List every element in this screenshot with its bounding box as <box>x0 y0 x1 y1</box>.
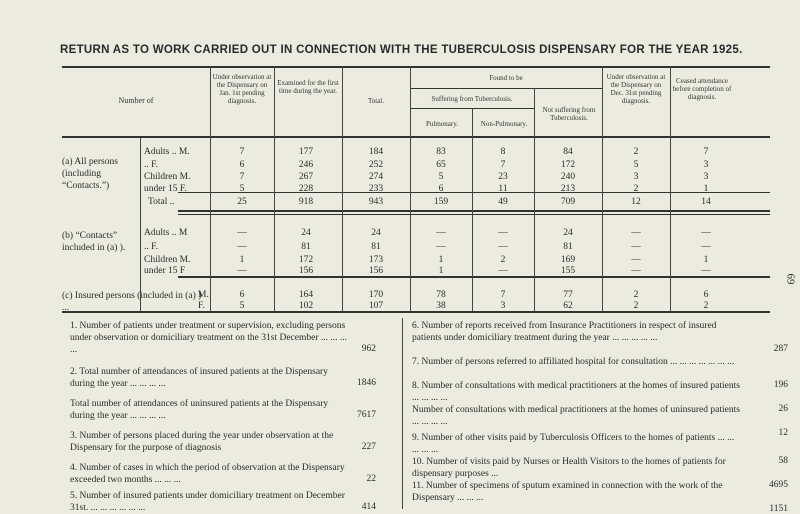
table-cell: 2 <box>633 290 639 300</box>
table-cell: — <box>701 228 711 238</box>
table-cell: 84 <box>563 147 573 157</box>
header-under-obs-dec: Under observation at the Dispensary on Dec. 31st pending diagnosis. <box>606 73 666 105</box>
note-item: 10. Number of visits paid by Nurses or Health Visitors to the homes of patients for dispensary purposes ... <box>412 457 726 479</box>
header-ceased: Ceased attendance before completion of diagnosis. <box>672 77 732 101</box>
table-cell: 7 <box>239 172 245 182</box>
page-number: 69 <box>784 273 797 285</box>
row-label: Total .. <box>148 197 175 207</box>
table-cell: 24 <box>301 228 311 238</box>
table-cell: 24 <box>563 228 573 238</box>
table-cell: 252 <box>368 160 384 170</box>
row-label: .. F. <box>144 160 159 170</box>
table-cell: 155 <box>560 266 576 276</box>
table-cell: 5 <box>633 160 639 170</box>
group-c-label: (c) Insured persons (included in (a) ) ... <box>62 291 202 313</box>
note-item: 3. Number of persons placed during the year under observation at the Dispensary for the purpose of diagnosis <box>70 431 334 453</box>
note-item: Number of consultations with medical practitioners at the homes of uninsured patients ... ... ... ... <box>412 405 740 427</box>
note-value: 414 <box>361 502 376 512</box>
table-cell: 5 <box>239 301 245 311</box>
col-divider-1 <box>210 66 211 311</box>
table-cell: 62 <box>563 301 573 311</box>
table-cell: 23 <box>498 172 508 182</box>
note-value: 196 <box>773 380 788 390</box>
note-value: 12 <box>778 428 788 438</box>
table-cell: 943 <box>368 197 384 207</box>
table-cell: 6 <box>239 290 245 300</box>
table-cell: — <box>436 228 446 238</box>
table-cell: 156 <box>298 266 314 276</box>
col-divider-8 <box>670 66 671 311</box>
col-divider-4 <box>410 66 411 311</box>
note-value: 227 <box>361 442 376 452</box>
note-item: 5. Number of insured patients under domiciliary treatment on December 31st. ... ... ... ... ... ... <box>70 491 345 513</box>
header-bottom-rule <box>62 136 770 138</box>
row-label: M. <box>198 290 209 300</box>
table-cell: — <box>498 228 508 238</box>
table-cell: 170 <box>368 290 384 300</box>
note-value: 4695 <box>769 480 788 490</box>
table-cell: 164 <box>298 290 314 300</box>
table-cell: 81 <box>301 242 311 252</box>
header-found: Found to be <box>489 74 523 82</box>
row-label: under 15 F <box>144 266 186 276</box>
table-cell: 156 <box>368 266 384 276</box>
table-cell: 38 <box>436 301 446 311</box>
note-value: 1151 <box>769 504 788 514</box>
total-bottom-rule-2 <box>178 214 770 215</box>
col-divider-2 <box>274 66 275 311</box>
note-item: 9. Number of other visits paid by Tuberculosis Officers to the homes of patients ... ... ... ... ... <box>412 433 735 455</box>
table-cell: 1 <box>239 255 245 265</box>
col-divider-6 <box>534 88 535 311</box>
table-cell: 172 <box>298 255 314 265</box>
note-value: 58 <box>778 456 788 466</box>
table-cell: 233 <box>368 184 384 194</box>
table-cell: 6 <box>703 290 709 300</box>
notes-divider <box>402 318 403 509</box>
table-cell: 7 <box>703 147 709 157</box>
page-title: RETURN AS TO WORK CARRIED OUT IN CONNECTION WITH THE TUBERCULOSIS DISPENSARY FOR THE YEAR 1925. <box>60 44 743 56</box>
note-item: 2. Total number of attendances of insured patients at the Dispensary during the year ... ... ... ... <box>70 367 328 389</box>
row-label: Children M. <box>144 255 191 265</box>
row-label: Children M. <box>144 172 191 182</box>
table-cell: — <box>237 228 247 238</box>
table-cell: — <box>237 242 247 252</box>
table-cell: — <box>631 266 641 276</box>
table-cell: 3 <box>633 172 639 182</box>
table-cell: — <box>701 242 711 252</box>
note-item: 1. Number of patients under treatment or supervision, excluding persons under observation or domiciliary treatment on the 31st December ... ... ... ... <box>70 321 348 355</box>
table-cell: 24 <box>371 228 381 238</box>
table-cell: 1 <box>703 184 709 194</box>
group-b-label: (b) “Contacts” included in (a) ). <box>62 231 126 253</box>
table-cell: — <box>498 266 508 276</box>
table-cell: 6 <box>239 160 245 170</box>
note-item: 11. Number of specimens of sputum examined in connection with the work of the Dispensary ... ... ... <box>412 481 723 503</box>
table-cell: — <box>631 242 641 252</box>
table-cell: 2 <box>633 147 639 157</box>
table-cell: 173 <box>368 255 384 265</box>
table-cell: 172 <box>560 160 576 170</box>
table-cell: 8 <box>500 147 506 157</box>
header-suffering: Suffering from Tuberculosis. <box>431 95 513 103</box>
table-cell: 81 <box>563 242 573 252</box>
row-label: Adults .. M. <box>144 147 190 157</box>
table-cell: 177 <box>298 147 314 157</box>
table-cell: — <box>631 255 641 265</box>
table-cell: 7 <box>500 290 506 300</box>
header-examined: Examined for the first time during the year. <box>277 79 339 95</box>
table-cell: 246 <box>298 160 314 170</box>
table-cell: 49 <box>498 197 508 207</box>
table-cell: 274 <box>368 172 384 182</box>
table-cell: 184 <box>368 147 384 157</box>
table-cell: 5 <box>438 172 444 182</box>
table-cell: 3 <box>703 172 709 182</box>
note-value: 22 <box>366 474 376 484</box>
row-label: under 15 F. <box>144 184 187 194</box>
note-value: 287 <box>773 344 788 354</box>
table-cell: — <box>631 228 641 238</box>
table-cell: 12 <box>631 197 641 207</box>
table-cell: 7 <box>500 160 506 170</box>
label-divider <box>140 138 141 311</box>
table-cell: — <box>498 242 508 252</box>
col-divider-7 <box>602 66 603 311</box>
table-cell: 1 <box>438 266 444 276</box>
table-cell: 2 <box>500 255 506 265</box>
group-a-label: (a) All persons (including “Contacts.”) <box>62 157 118 191</box>
table-cell: 169 <box>560 255 576 265</box>
table-cell: 1 <box>438 255 444 265</box>
table-cell: 11 <box>498 184 508 194</box>
table-cell: — <box>701 266 711 276</box>
table-cell: 77 <box>563 290 573 300</box>
table-cell: 1 <box>703 255 709 265</box>
table-cell: 240 <box>560 172 576 182</box>
note-item: 7. Number of persons referred to affiliated hospital for consultation ... ... ... ... ... ... ... <box>412 357 735 367</box>
col-divider-3 <box>342 66 343 311</box>
table-cell: 3 <box>500 301 506 311</box>
header-non-pulmonary: Non-Pulmonary. <box>480 120 528 128</box>
table-cell: 83 <box>436 147 446 157</box>
found-rule <box>410 88 602 89</box>
table-cell: 5 <box>239 184 245 194</box>
header-number-of: Number of <box>118 96 154 105</box>
table-cell: 102 <box>298 301 314 311</box>
note-value: 7617 <box>357 410 376 420</box>
total-bottom-rule <box>178 210 770 212</box>
header-under-obs: Under observation at the Dispensary on Jan. 1st pending diagnosis. <box>212 73 272 105</box>
note-value: 1846 <box>357 378 376 388</box>
row-label: .. F. <box>144 242 159 252</box>
table-cell: 7 <box>239 147 245 157</box>
group-b-bottom-rule <box>178 276 770 278</box>
note-value: 26 <box>778 404 788 414</box>
table-cell: 2 <box>703 301 709 311</box>
table-cell: 3 <box>703 160 709 170</box>
table-cell: 2 <box>633 301 639 311</box>
table-cell: 159 <box>433 197 449 207</box>
table-cell: 709 <box>560 197 576 207</box>
table-top-rule <box>62 66 770 68</box>
table-cell: 2 <box>633 184 639 194</box>
row-label: F. <box>198 301 205 311</box>
table-cell: 25 <box>237 197 247 207</box>
table-cell: 65 <box>436 160 446 170</box>
note-value: 962 <box>361 344 376 354</box>
header-pulmonary: Pulmonary. <box>425 120 459 128</box>
table-cell: 6 <box>438 184 444 194</box>
table-cell: 14 <box>701 197 711 207</box>
note-item: Total number of attendances of uninsured patients at the Dispensary during the year ... ... ... ... <box>70 399 329 421</box>
row-label: Adults .. M <box>144 228 188 238</box>
note-item: 6. Number of reports received from Insurance Practitioners in respect of insured patients under domiciliary treatment during the year ... ... ... ... ... <box>412 321 717 343</box>
table-cell: 267 <box>298 172 314 182</box>
table-cell: — <box>237 266 247 276</box>
table-cell: 918 <box>298 197 314 207</box>
table-cell: 81 <box>371 242 381 252</box>
note-item: 4. Number of cases in which the period of observation at the Dispensary exceeded two months ... ... ... <box>70 463 345 485</box>
table-cell: 78 <box>436 290 446 300</box>
table-cell: 107 <box>368 301 384 311</box>
header-not-suffering: Not suffering from Tuberculosis. <box>542 106 596 122</box>
col-divider-5 <box>472 108 473 311</box>
header-total: Total. <box>367 97 385 105</box>
table-cell: 228 <box>298 184 314 194</box>
note-item: 8. Number of consultations with medical practitioners at the homes of insured patients ... ... ... ... <box>412 381 740 403</box>
table-cell: — <box>436 242 446 252</box>
table-cell: 213 <box>560 184 576 194</box>
